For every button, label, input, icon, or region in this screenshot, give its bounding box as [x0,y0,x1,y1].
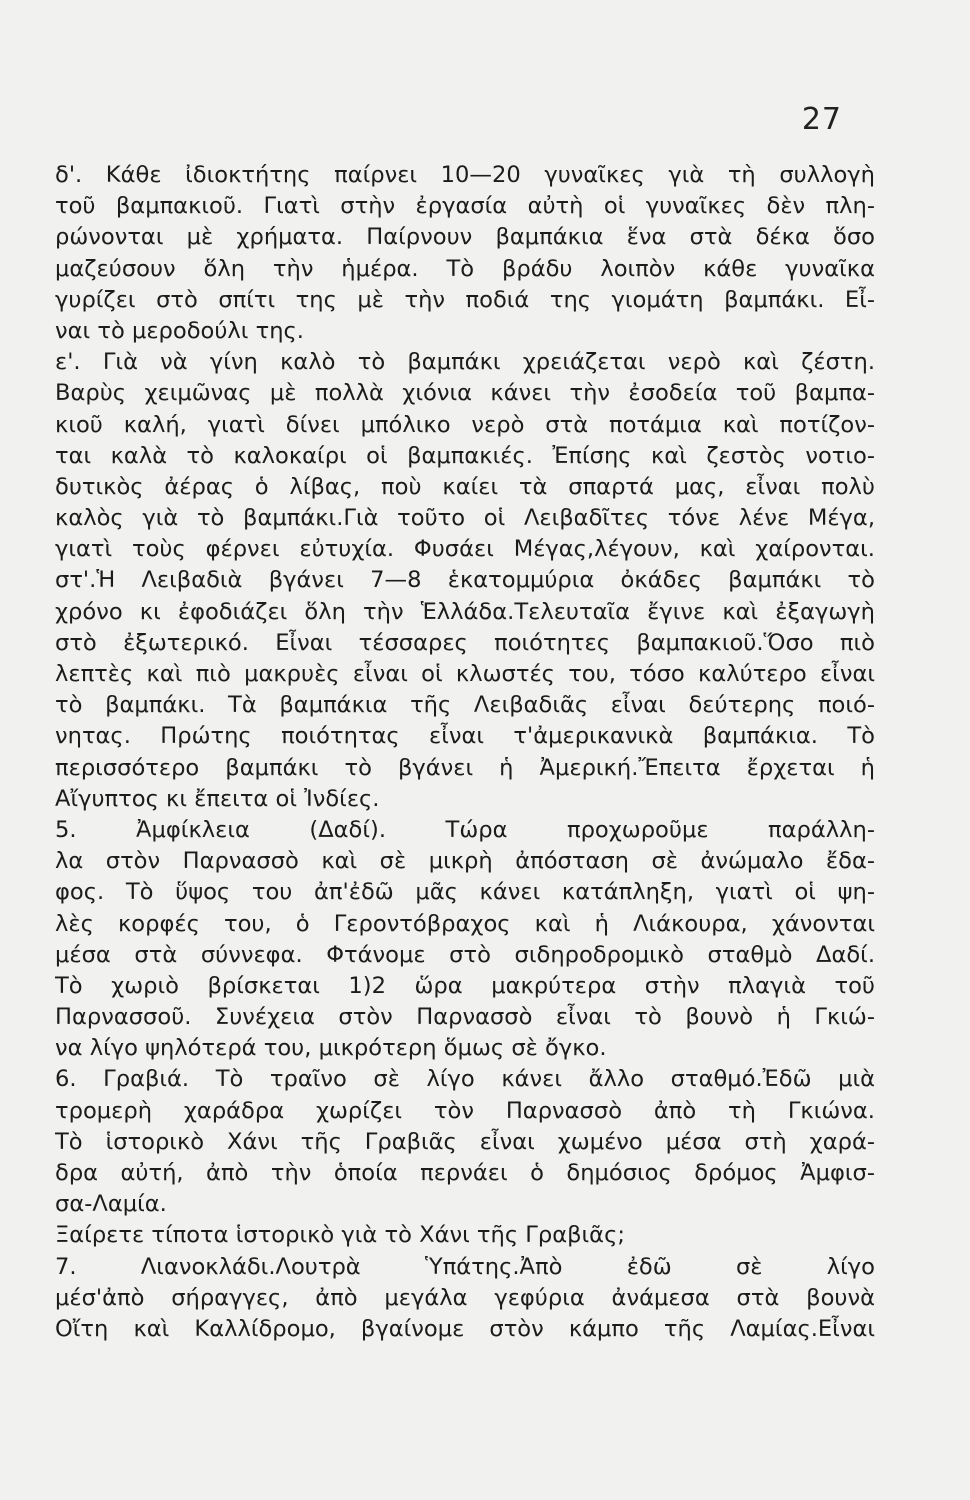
text-line: Οἴτη καὶ Καλλίδρομο, βγαίνομε στὸν κάμπο τῆς Λαμίας.Εἶναι [55,1315,875,1342]
text-line: 7. Λιανοκλάδι.Λουτρὰ Ὑπάτης.Ἀπὸ ἐδῶ σὲ λίγο [55,1253,875,1280]
page-number: 27 [801,102,842,137]
text-line: Παρνασσοῦ. Συνέχεια στὸν Παρνασσὸ εἶναι τὸ βουνὸ ἡ Γκιώ- [55,1004,875,1031]
text-line: 5. Ἀμφίκλεια (Δαδί). Τώρα προχωροῦμε παράλλη- [55,816,875,843]
text-line: στ'.Ἡ Λειβαδιὰ βγάνει 7—8 ἑκατομμύρια ὀκάδες βαμπάκι τὸ [55,567,875,594]
text-line: δ'. Κάθε ἰδιοκτήτης παίρνει 10—20 γυναῖκες γιὰ τὴ συλλογὴ [55,162,875,188]
text-line: Τὸ ἱστορικὸ Χάνι τῆς Γραβιᾶς εἶναι χωμένο μέσα στὴ χαρά- [55,1128,875,1155]
text-line: τρομερὴ χαράδρα χωρίζει τὸν Παρνασσὸ ἀπὸ τὴ Γκιώνα. [55,1097,875,1124]
text-line: χρόνο κι ἐφοδιάζει ὅλη τὴν Ἑλλάδα.Τελευταῖα ἔγινε καὶ ἐξαγωγὴ [55,598,875,625]
text-line: τοῦ βαμπακιοῦ. Γιατὶ στὴν ἐργασία αὐτὴ οἱ γυναῖκες δὲν πλη- [55,193,875,220]
text-line: δρα αὐτή, ἀπὸ τὴν ὁποία περνάει ὁ δημόσιος δρόμος Ἀμφισ- [55,1160,875,1186]
body-text [55,160,875,1345]
text-line: ται καλὰ τὸ καλοκαίρι οἱ βαμπακιές. Ἐπίσης καὶ ζεστὸς νοτιο- [55,442,875,469]
text-line: να λίγο ψηλότερά του, μικρότερη ὅμως σὲ ὄγκο. [55,1035,607,1062]
text-line: γιατὶ τοὺς φέρνει εὐτυχία. Φυσάει Μέγας,λέγουν, καὶ χαίρονται. [55,536,875,563]
text-line: μέσα στὰ σύννεφα. Φτάνομε στὸ σιδηροδρομικὸ σταθμὸ Δαδί. [55,941,875,968]
text-line: λεπτὲς καὶ πιὸ μακρυὲς εἶναι οἱ κλωστές του, τόσο καλύτερο εἶναι [55,661,875,687]
text-line: ναι τὸ μεροδούλι της. [55,317,304,344]
text-line: Τὸ χωριὸ βρίσκεται 1)2 ὥρα μακρύτερα στὴν πλαγιὰ τοῦ [55,972,875,999]
text-line: Βαρὺς χειμῶνας μὲ πολλὰ χιόνια κάνει τὴν ἐσοδεία τοῦ βαμπα- [55,380,875,407]
text-line: σα-Λαμία. [55,1191,167,1218]
text-line: περισσότερο βαμπάκι τὸ βγάνει ἡ Ἀμερική.Ἔπειτα ἔρχεται ἡ [55,754,875,781]
text-line: μαζεύσουν ὅλη τὴν ἡμέρα. Τὸ βράδυ λοιπὸν κάθε γυναῖκα [55,255,875,282]
text-line: λὲς κορφές του, ὁ Γεροντόβραχος καὶ ἡ Λιάκουρα, χάνονται [55,910,875,937]
text-line: λα στὸν Παρνασσὸ καὶ σὲ μικρὴ ἀπόσταση σὲ ἀνώμαλο ἔδα- [55,848,875,875]
text-line: μέσ'ἀπὸ σήραγγες, ἀπὸ μεγάλα γεφύρια ἀνάμεσα στὰ βουνὰ [55,1284,875,1311]
text-line: ρώνονται μὲ χρήματα. Παίρνουν βαμπάκια ἕνα στὰ δέκα ὅσο [55,224,875,251]
text-line: γυρίζει στὸ σπίτι της μὲ τὴν ποδιά της γιομάτη βαμπάκι. Εἶ- [55,286,875,313]
text-line: τὸ βαμπάκι. Τὰ βαμπάκια τῆς Λειβαδιᾶς εἶναι δεύτερης ποιό- [55,692,875,719]
text-line: κιοῦ καλή, γιατὶ δίνει μπόλικο νερὸ στὰ ποτάμια καὶ ποτίζον- [55,411,875,438]
text-line: ε'. Γιὰ νὰ γίνη καλὸ τὸ βαμπάκι χρειάζεται νερὸ καὶ ζέστη. [55,349,875,376]
text-line: στὸ ἐξωτερικό. Εἶναι τέσσαρες ποιότητες βαμπακιοῦ.Ὅσο πιὸ [55,629,875,656]
text-line: νητας. Πρώτης ποιότητας εἶναι τ'ἀμερικανικὰ βαμπάκια. Τὸ [55,723,875,750]
text-line: φος. Τὸ ὕψος του ἀπ'ἐδῶ μᾶς κάνει κατάπληξη, γιατὶ οἱ ψη- [55,879,875,906]
text-line: Αἴγυπτος κι ἔπειτα οἱ Ἰνδίες. [55,785,380,812]
text-line: καλὸς γιὰ τὸ βαμπάκι.Γιὰ τοῦτο οἱ Λειβαδῖτες τόνε λένε Μέγα, [55,505,875,532]
text-line: δυτικὸς ἀέρας ὁ λίβας, ποὺ καίει τὰ σπαρτά μας, εἶναι πολὺ [55,473,875,500]
text-line: Ξαίρετε τίποτα ἱστορικὸ γιὰ τὸ Χάνι τῆς Γραβιᾶς; [55,1222,625,1249]
text-line: 6. Γραβιά. Τὸ τραῖνο σὲ λίγο κάνει ἄλλο σταθμό.Ἐδῶ μιὰ [55,1066,875,1093]
